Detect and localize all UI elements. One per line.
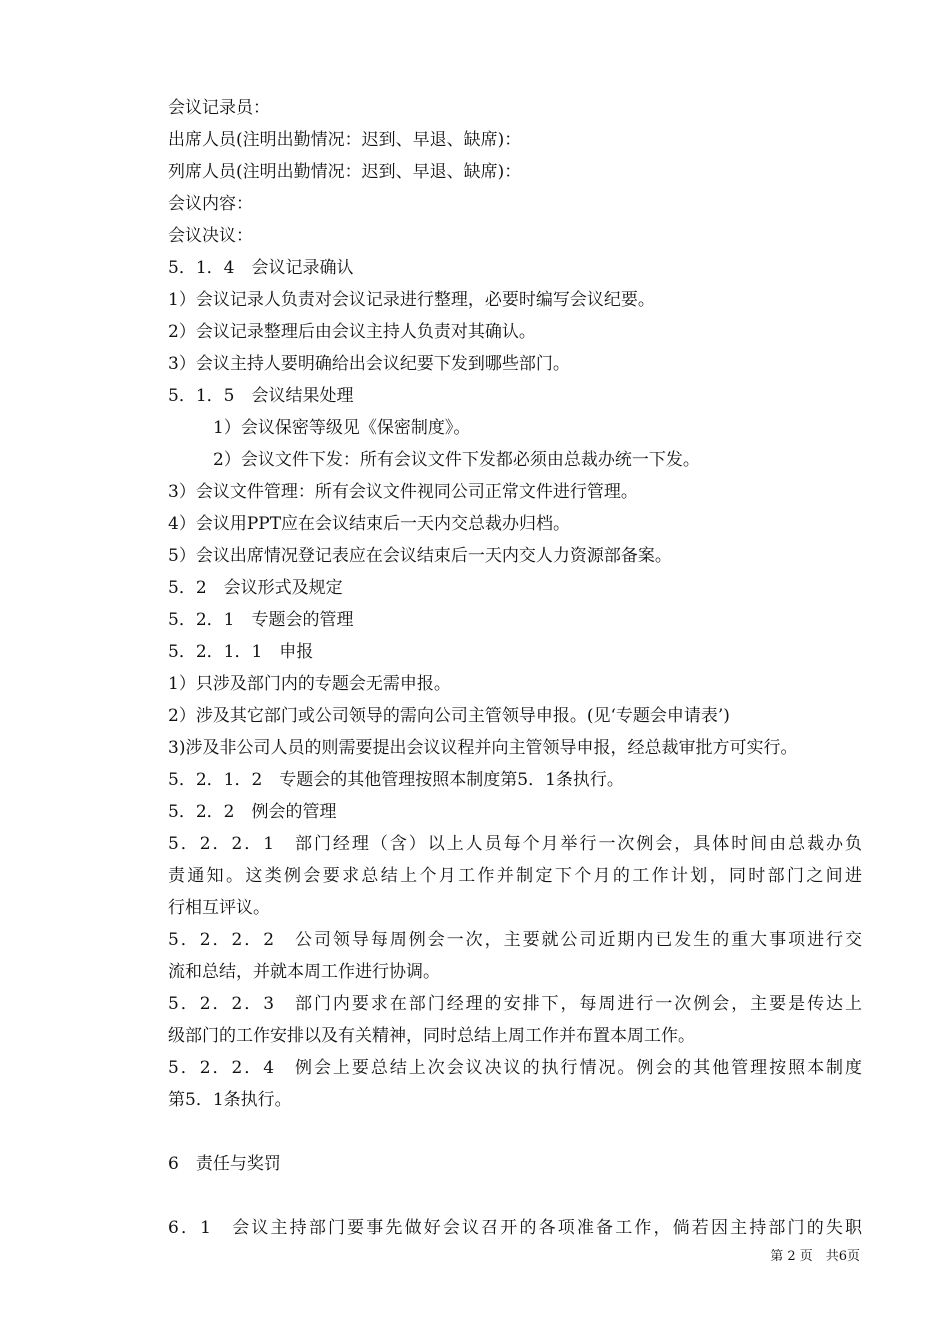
text-line-observers: 列席人员(注明出勤情况：迟到、早退、缺席)：: [168, 162, 522, 182]
text-line-meeting-content: 会议内容：: [168, 194, 253, 214]
text-line-meeting-resolution: 会议决议：: [168, 226, 253, 246]
section-heading-6: 6 责任与奖罚: [168, 1154, 281, 1174]
paragraph-line: 流和总结，并就本周工作进行协调。: [168, 962, 440, 982]
section-heading-5-2-1: 5．2．1 专题会的管理: [168, 610, 354, 630]
section-heading-5-2: 5．2 会议形式及规定: [168, 578, 343, 598]
paragraph-line: 5．2．2．1 部门经理（含）以上人员每个月举行一次例会，具体时间由总裁办负: [168, 834, 862, 854]
paragraph-line: 级部门的工作安排以及有关精神，同时总结上周工作并布置本周工作。: [168, 1026, 695, 1046]
section-heading-5-2-1-1: 5．2．1．1 申报: [168, 642, 314, 662]
text-line-attendees: 出席人员(注明出勤情况：迟到、早退、缺席)：: [168, 130, 522, 150]
list-item: 2）涉及其它部门或公司领导的需向公司主管领导申报。(见‘专题会申请表’): [168, 706, 730, 726]
section-heading-5-1-5: 5．1．5 会议结果处理: [168, 386, 354, 406]
list-item: 1）只涉及部门内的专题会无需申报。: [168, 674, 451, 694]
list-item: 4）会议用PPT应在会议结束后一天内交总裁办归档。: [168, 514, 571, 534]
paragraph-line: 责通知。这类例会要求总结上个月工作并制定下个月的工作计划，同时部门之间进: [168, 866, 862, 886]
paragraph-line: 行相互评议。: [168, 898, 270, 918]
section-heading-5-2-1-2: 5．2．1．2 专题会的其他管理按照本制度第5．1条执行。: [168, 770, 624, 790]
paragraph-line: 6．1 会议主持部门要事先做好会议召开的各项准备工作，倘若因主持部门的失职: [168, 1218, 862, 1238]
list-item: 1）会议保密等级见《保密制度》。: [213, 418, 471, 438]
paragraph-line: 5．2．2．4 例会上要总结上次会议决议的执行情况。例会的其他管理按照本制度: [168, 1058, 862, 1078]
text-line-meeting-recorder: 会议记录员：: [168, 98, 270, 118]
section-heading-5-2-2: 5．2．2 例会的管理: [168, 802, 337, 822]
list-item: 3）会议主持人要明确给出会议纪要下发到哪些部门。: [168, 354, 570, 374]
list-item: 3)涉及非公司人员的则需要提出会议议程并向主管领导申报，经总裁审批方可实行。: [168, 738, 798, 758]
paragraph-line: 5．2．2．2 公司领导每周例会一次，主要就公司近期内已发生的重大事项进行交: [168, 930, 862, 950]
list-item: 2）会议文件下发：所有会议文件下发都必须由总裁办统一下发。: [213, 450, 700, 470]
paragraph-line: 第5．1条执行。: [168, 1090, 292, 1110]
list-item: 1）会议记录人负责对会议记录进行整理，必要时编写会议纪要。: [168, 290, 655, 310]
list-item: 2）会议记录整理后由会议主持人负责对其确认。: [168, 322, 536, 342]
section-heading-5-1-4: 5．1．4 会议记录确认: [168, 258, 354, 278]
list-item: 3）会议文件管理：所有会议文件视同公司正常文件进行管理。: [168, 482, 638, 502]
page-footer: 第 2 页 共6页: [770, 1249, 860, 1264]
list-item: 5）会议出席情况登记表应在会议结束后一天内交人力资源部备案。: [168, 546, 672, 566]
paragraph-line: 5．2．2．3 部门内要求在部门经理的安排下，每周进行一次例会，主要是传达上: [168, 994, 862, 1014]
